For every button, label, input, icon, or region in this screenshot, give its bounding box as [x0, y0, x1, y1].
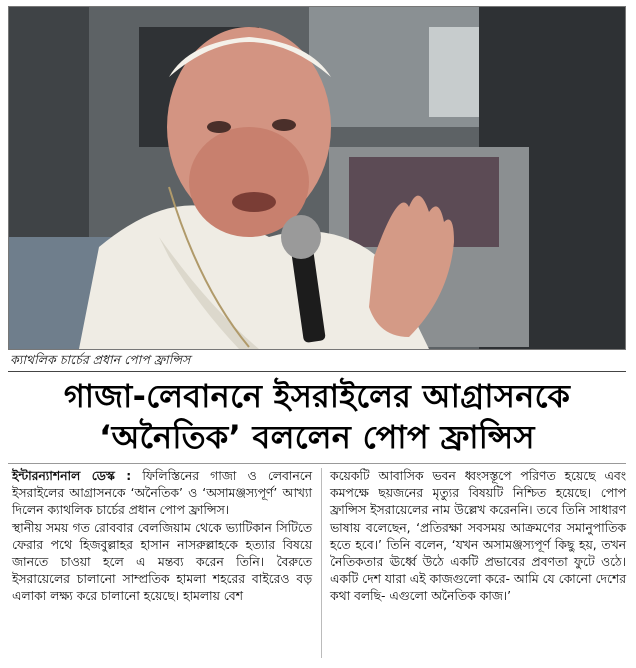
headline-line-1: গাজা-লেবাননে ইসরাইলের আগ্রাসনকে — [63, 377, 571, 415]
divider — [8, 463, 626, 464]
article-paragraph: কয়েকটি আবাসিক ভবন ধ্বংসস্তূপে পরিণত হয়েছে এবং কমপক্ষে ছয়জনের মৃত্যুর বিষয়টি নিশ্চিত হয়েছে। পোপ ফ্রান্সিস ইসরায়েলের নাম উল্লেখ করেননি। তবে তিনি সাধারণ ভাষায় বলেছেন, ‘প্রতিরক্ষা সবসময় আক্রমণের সমানুপাতিক হতে হবে।’ তিনি বলেন, ‘যখন অসামঞ্জস্যপূর্ণ কিছু হয়, তখন নৈতিকতার ঊর্ধ্বে উঠে একটি প্রভাবের প্রবণতা ফুটে ওঠে। একটি দেশ যারা এই কাজগুলো করে- আমি যে কোনো দেশের কথা বলছি- এগুলো অনৈতিক কাজ।’ — [330, 469, 626, 604]
pope-francis-photo — [9, 7, 625, 349]
article-paragraph: স্থানীয় সময় গত রোববার বেলজিয়াম থেকে ভ্যাটিকান সিটিতে ফেরার পথে হিজবুল্লাহর হাসান নাসরুল্লাহকে হত্যার বিষয়ে জানতে চাওয়া হলে এ মন্তব্য করেন তিনি। বৈরুতে ইসরায়েলের চালানো সাম্প্রতিক হামলা শহরের বাইরেও বড় এলাকা লক্ষ্য করে চালানো হয়েছে। হামলায় বেশ — [12, 520, 312, 604]
dateline: ইন্টারন্যাশনাল ডেস্ক : — [12, 469, 132, 483]
news-photo — [8, 6, 626, 350]
divider — [8, 371, 626, 372]
article-paragraph — [12, 468, 312, 520]
article-column-left — [12, 468, 312, 606]
article-column-right — [330, 468, 626, 606]
headline — [8, 376, 626, 458]
headline-line-2: ‘অনৈতিক’ বললেন পোপ ফ্রান্সিস — [99, 418, 535, 456]
photo-caption: ক্যাথলিক চার্চের প্রধান পোপ ফ্রান্সিস — [10, 352, 191, 367]
paragraph-text: ফিলিস্তিনের গাজা ও লেবাননে ইসরাইলের আগ্রাসনকে ‘অনৈতিক’ ও ‘অসামঞ্জস্যপূর্ণ’ আখ্যা দিলেন ক্যাথলিক চার্চের প্রধান পোপ ফ্রান্সিস। — [12, 469, 312, 518]
column-divider — [321, 468, 322, 658]
